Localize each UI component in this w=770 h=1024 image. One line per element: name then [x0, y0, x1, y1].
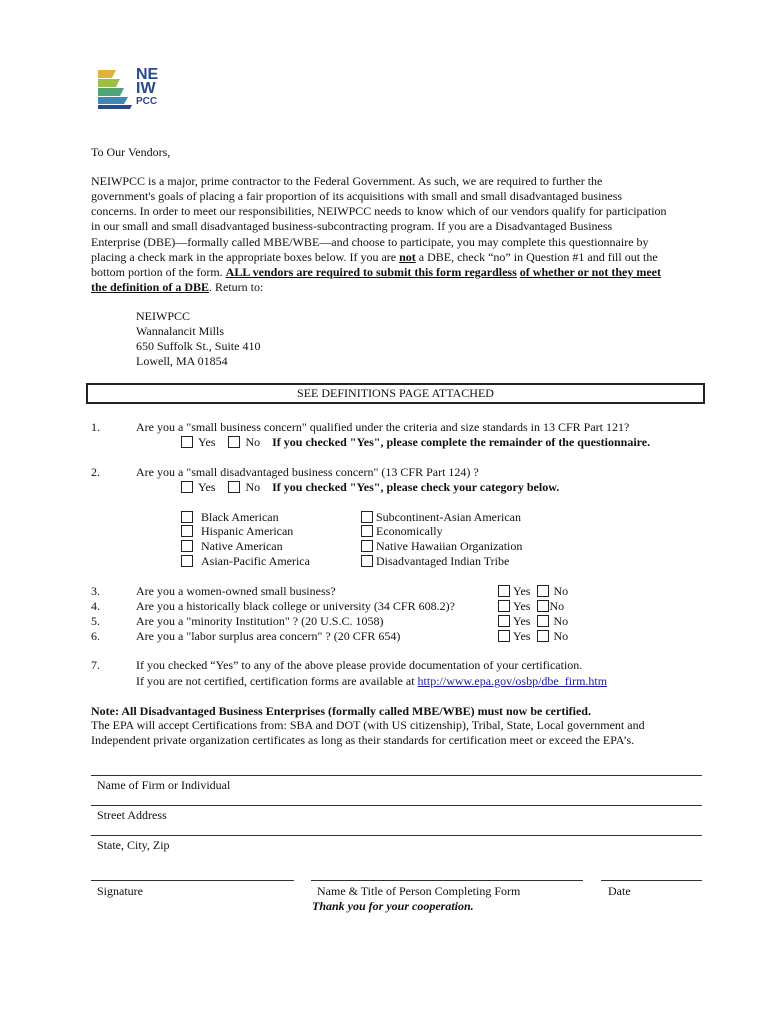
- intro-line-6-c: a DBE, check “no” in Question #1 and fill out the: [415, 250, 658, 264]
- no-label: No: [553, 629, 569, 643]
- question-answers: [498, 584, 568, 598]
- state-city-zip-input[interactable]: [91, 820, 702, 835]
- category-label: Black American: [201, 510, 279, 524]
- category-label: Economically: [376, 524, 443, 538]
- intro-line-5: Enterprise (DBE)—formally called MBE/WBE—and choose to participate, you may complete this questionnaire by: [91, 235, 649, 249]
- definitions-notice: SEE DEFINITIONS PAGE ATTACHED: [86, 383, 705, 404]
- state-city-zip-rule: [91, 835, 702, 836]
- q1-instruction: If you checked "Yes", please complete the remainder of the questionnaire.: [272, 435, 651, 449]
- category-checkbox[interactable]: [361, 555, 373, 567]
- logo-text: [136, 68, 158, 108]
- category-item[interactable]: [361, 524, 443, 538]
- category-item[interactable]: [361, 554, 509, 568]
- question-text: Are you a women-owned small business?: [136, 584, 336, 598]
- q2-instruction: If you checked "Yes", please check your category below.: [272, 480, 560, 494]
- q1-no-label: No: [245, 435, 261, 449]
- category-checkbox[interactable]: [181, 540, 193, 552]
- question-number: 6.: [91, 629, 100, 643]
- return-to-label: . Return to:: [209, 280, 264, 294]
- intro-line-1: NEIWPCC is a major, prime contractor to the Federal Government. As such, we are required to further the: [91, 174, 603, 188]
- no-checkbox[interactable]: [537, 615, 549, 627]
- q1-yes-checkbox[interactable]: [181, 436, 193, 448]
- category-item[interactable]: [361, 510, 521, 524]
- firm-name-rule: [91, 775, 702, 776]
- name-title-input[interactable]: [311, 864, 583, 880]
- q7-line-2-text: If you are not certified, certification forms are available at: [136, 674, 418, 688]
- category-item[interactable]: [361, 539, 522, 553]
- yes-checkbox[interactable]: [498, 630, 510, 642]
- yes-label: Yes: [513, 599, 531, 613]
- firm-name-input[interactable]: [91, 760, 702, 775]
- intro-line-7: [91, 265, 661, 279]
- signature-label: Signature: [97, 884, 143, 898]
- thank-you-note: Thank you for your cooperation.: [312, 899, 474, 913]
- yes-label: Yes: [513, 584, 531, 598]
- no-label: No: [553, 584, 569, 598]
- intro-line-6: [91, 250, 658, 264]
- q1-answers: [181, 435, 650, 449]
- q7-line-1: If you checked “Yes” to any of the above please provide documentation of your certification.: [136, 658, 583, 672]
- state-city-zip-label: State, City, Zip: [97, 838, 170, 852]
- intro-not-emphasis: not: [399, 250, 416, 264]
- q1-number: 1.: [91, 420, 100, 434]
- all-vendors-required: ALL vendors are required to submit this form regardless: [225, 265, 517, 279]
- address-street: 650 Suffolk St., Suite 410: [136, 339, 261, 353]
- date-input[interactable]: [601, 864, 702, 880]
- question-text: Are you a "minority Institution" ? (20 U.S.C. 1058): [136, 614, 384, 628]
- category-checkbox[interactable]: [181, 511, 193, 523]
- date-rule: [601, 880, 702, 881]
- dbe-definition-end: the definition of a DBE: [91, 280, 210, 294]
- intro-line-6-a: placing a check mark in the appropriate boxes below. If you are: [91, 250, 400, 264]
- category-item[interactable]: [181, 539, 283, 553]
- intro-line-4: in our small and small disadvantaged business-subcontracting program. If you are a Disadvantaged Business: [91, 219, 613, 233]
- category-checkbox[interactable]: [361, 511, 373, 523]
- category-label: Subcontinent-Asian American: [376, 510, 521, 524]
- address-city: Lowell, MA 01854: [136, 354, 228, 368]
- category-label: Hispanic American: [201, 524, 294, 538]
- q1-text: Are you a "small business concern" qualified under the criteria and size standards in 13 CFR Part 121?: [136, 420, 630, 434]
- question-number: 4.: [91, 599, 100, 613]
- q2-no-checkbox[interactable]: [228, 481, 240, 493]
- category-label: Asian-Pacific America: [201, 554, 310, 568]
- yes-label: Yes: [513, 614, 531, 628]
- q7-line-2: [136, 674, 607, 688]
- firm-name-label: Name of Firm or Individual: [97, 778, 231, 792]
- question-number: 5.: [91, 614, 100, 628]
- street-address-rule: [91, 805, 702, 806]
- salutation: To Our Vendors,: [91, 145, 171, 159]
- question-answers: [498, 599, 564, 613]
- no-label: No: [549, 599, 565, 613]
- certification-forms-link[interactable]: http://www.epa.gov/osbp/dbe_firm.htm: [417, 674, 608, 688]
- question-text: Are you a historically black college or university (34 CFR 608.2)?: [136, 599, 455, 613]
- q1-yes-label: Yes: [198, 435, 216, 449]
- question-number: 3.: [91, 584, 100, 598]
- intro-line-8: [91, 280, 263, 294]
- q2-yes-label: Yes: [198, 480, 216, 494]
- yes-checkbox[interactable]: [498, 615, 510, 627]
- category-checkbox[interactable]: [361, 525, 373, 537]
- logo-line-3: PCC: [136, 96, 158, 107]
- question-answers: [498, 629, 568, 643]
- category-item[interactable]: [181, 524, 293, 538]
- category-item[interactable]: [181, 510, 279, 524]
- note-heading: Note: All Disadvantaged Business Enterprises (formally called MBE/WBE) must now be certified.: [91, 704, 591, 718]
- address-building: Wannalancit Mills: [136, 324, 225, 338]
- address-name: NEIWPCC: [136, 309, 190, 323]
- category-checkbox[interactable]: [361, 540, 373, 552]
- no-label: No: [553, 614, 569, 628]
- date-label: Date: [608, 884, 631, 898]
- signature-rule: [91, 880, 294, 881]
- q2-no-label: No: [245, 480, 261, 494]
- q2-answers: [181, 480, 559, 494]
- note-line-2: Independent private organization certificates as long as their standards for certification meet or exceed the EPA’s.: [91, 733, 635, 747]
- note-line-1: The EPA will accept Certifications from: SBA and DOT (with US citizenship), Tribal, State, Local government and: [91, 718, 645, 732]
- q1-no-checkbox[interactable]: [228, 436, 240, 448]
- logo-stripes-icon: [96, 68, 138, 110]
- category-label: Disadvantaged Indian Tribe: [376, 554, 510, 568]
- signature-input[interactable]: [91, 864, 294, 880]
- category-label: Native American: [201, 539, 283, 553]
- q2-number: 2.: [91, 465, 100, 479]
- name-title-rule: [311, 880, 583, 881]
- yes-checkbox[interactable]: [498, 600, 510, 612]
- q2-yes-checkbox[interactable]: [181, 481, 193, 493]
- street-address-input[interactable]: [91, 790, 702, 805]
- neiwpcc-logo: [96, 68, 176, 112]
- no-checkbox[interactable]: [537, 585, 549, 597]
- intro-line-2: government's goals of placing a fair proportion of its acquisitions with small and small disadvantaged business: [91, 189, 623, 203]
- yes-checkbox[interactable]: [498, 585, 510, 597]
- question-answers: [498, 614, 568, 628]
- category-checkbox[interactable]: [181, 525, 193, 537]
- street-address-label: Street Address: [97, 808, 167, 822]
- logo-line-2: IW: [136, 80, 156, 97]
- category-checkbox[interactable]: [181, 555, 193, 567]
- category-label: Native Hawaiian Organization: [376, 539, 523, 553]
- question-text: Are you a "labor surplus area concern" ? (20 CFR 654): [136, 629, 401, 643]
- name-title-label: Name & Title of Person Completing Form: [317, 884, 521, 898]
- intro-line-7-a: bottom portion of the form.: [91, 265, 226, 279]
- intro-line-3: concerns. In order to meet our responsibilities, NEIWPCC needs to know which of our vendors qualify for participation: [91, 204, 667, 218]
- category-item[interactable]: [181, 554, 310, 568]
- logo-line-1: NE: [136, 66, 159, 83]
- dbe-definition-clause: of whether or not they meet: [519, 265, 661, 279]
- no-checkbox[interactable]: [537, 600, 549, 612]
- no-checkbox[interactable]: [537, 630, 549, 642]
- q7-number: 7.: [91, 658, 100, 672]
- yes-label: Yes: [513, 629, 531, 643]
- q2-text: Are you a "small disadvantaged business concern" (13 CFR Part 124) ?: [136, 465, 479, 479]
